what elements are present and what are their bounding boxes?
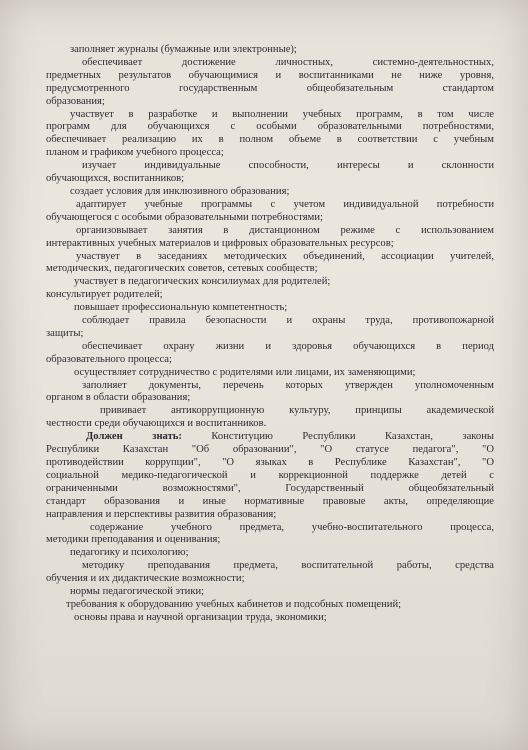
- document-line: участвует в разработке и выполнении учебных программ, в том числе: [70, 108, 494, 120]
- document-line: образовательного процесса;: [46, 353, 172, 365]
- document-line: органом в области образования;: [46, 392, 191, 404]
- document-line: обеспечивает достижение личностных, системно-деятельностных,: [82, 56, 494, 68]
- document-line: методических, педагогических советов, сетевых сообществ;: [46, 263, 318, 275]
- document-line: требования к оборудованию учебных кабинетов и подсобных помещений;: [66, 598, 402, 610]
- document-line: участвует в заседаниях методических объединений, ассоциации учителей,: [76, 250, 494, 262]
- document-line: консультирует родителей;: [46, 289, 163, 301]
- document-line: нормы педагогической этики;: [70, 586, 205, 598]
- document-line: [46, 431, 494, 444]
- document-line: повышает профессиональную компетентность;: [74, 302, 288, 314]
- document-line: обучающихся, воспитанников;: [46, 173, 185, 185]
- document-line: содержание учебного предмета, учебно-воспитательного процесса,: [90, 521, 494, 533]
- document-line: социальной медико-педагогической и коррекционной поддержке детей с: [46, 469, 494, 481]
- document-line: методики преподавания и оценивания;: [46, 534, 221, 546]
- document-line: предусмотренного государственным общеобязательным стандартом: [46, 82, 494, 94]
- document-line: заполняет журналы (бумажные или электронные);: [70, 44, 297, 55]
- document-line: изучает индивидуальные способности, интересы и склонности: [82, 160, 494, 172]
- document-line: интерактивных учебных материалов и цифровых образовательных ресурсов;: [46, 237, 394, 249]
- document-line: программ для обучающихся с особыми образовательными потребностями,: [46, 121, 494, 133]
- document-line: стандарт образования и иные нормативные правовые акты, определяющие: [46, 495, 494, 507]
- document-line: прививает антикоррупционную культуру, принципы академической: [100, 405, 494, 417]
- document-line: противодействии коррупции", "О языках в Республике Казахстан", "О: [46, 457, 494, 468]
- document-line: обеспечивает реализацию их в полном объеме в соответствии с учебным: [46, 134, 494, 146]
- document-line: заполняет документы, перечень которых утвержден уполномоченным: [82, 379, 494, 391]
- document-line: обучающегося с особыми образовательными потребностями;: [46, 211, 323, 223]
- document-line: методику преподавания предмета, воспитательной работы, средства: [82, 560, 494, 572]
- document-line: обучения и их дидактические возможности;: [46, 573, 245, 585]
- document-line: соблюдает правила безопасности и охраны труда, противопожарной: [82, 315, 494, 327]
- document-line: организовывает занятия в дистанционном режиме с использованием: [76, 224, 494, 236]
- document-body: [46, 44, 494, 625]
- document-line: образования;: [46, 95, 105, 107]
- document-line: планом и графиком учебного процесса;: [46, 147, 224, 159]
- document-line: осуществляет сотрудничество с родителями или лицами, их заменяющими;: [74, 366, 416, 378]
- document-line: основы права и научной организации труда, экономики;: [74, 611, 327, 623]
- document-line: педагогику и психологию;: [70, 547, 189, 559]
- line-text: Конституцию Республики Казахстан, законы: [181, 431, 494, 443]
- document-line: направления и перспективы развития образования;: [46, 508, 277, 520]
- document-line: честности среди обучающихся и воспитанников.: [46, 418, 267, 430]
- document-line: защиты;: [46, 327, 84, 339]
- document-line: предметных результатов обучающимися и воспитанниками не ниже уровня,: [46, 69, 494, 81]
- document-line: обеспечивает охрану жизни и здоровья обучающихся в период: [82, 340, 494, 352]
- document-line: участвует в педагогических консилиумах для родителей;: [74, 276, 331, 288]
- document-line: Республики Казахстан "Об образовании", "О статусе педагога", "О: [46, 444, 494, 456]
- section-heading: Должен знать:: [86, 431, 182, 443]
- document-line: ограниченными возможностями", Государственный общеобязательный: [46, 482, 494, 494]
- document-line: создает условия для инклюзивного образования;: [70, 185, 290, 197]
- document-line: адаптирует учебные программы с учетом индивидуальной потребности: [76, 198, 494, 210]
